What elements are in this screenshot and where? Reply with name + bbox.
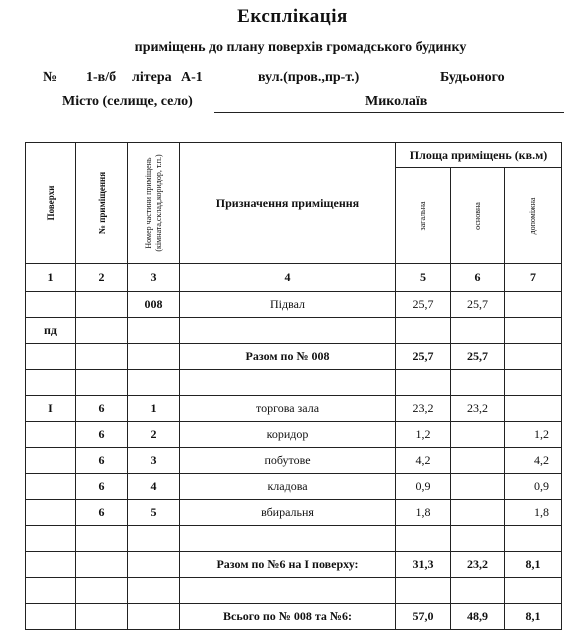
table-header-row [26,143,562,168]
subtotal-row [26,552,562,578]
room-cell: 6 [76,396,128,422]
part-cell: 2 [128,422,180,448]
part-cell: 1 [128,396,180,422]
part-cell [128,604,180,630]
floor-cell: пд [26,318,76,344]
main-area-cell [451,526,505,552]
area-group-header: Площа приміщень (кв.м) [396,143,562,168]
aux-area-cell: 4,2 [505,448,562,474]
subtotal-row [26,344,562,370]
room-cell [76,552,128,578]
column-number: 7 [505,264,562,292]
floor-cell [26,448,76,474]
main-area-cell: 25,7 [451,344,505,370]
aux-area-cell [505,344,562,370]
main-area-cell [451,422,505,448]
aux-area-cell [505,578,562,604]
part-cell [128,344,180,370]
floor-cell [26,474,76,500]
total-area-cell [396,526,451,552]
table-row [26,318,562,344]
room-cell [76,292,128,318]
total-area-cell [396,578,451,604]
purpose-cell: торгова зала [180,396,396,422]
purpose-cell [180,370,396,396]
aux-area-cell: 8,1 [505,552,562,578]
floor-cell [26,604,76,630]
floor-cell [26,344,76,370]
main-area-cell [451,500,505,526]
main-area-cell: 48,9 [451,604,505,630]
total-area-cell: 25,7 [396,292,451,318]
table-row [26,422,562,448]
floor-column-header: Поверхи [26,143,76,264]
document-title: Експлікація [237,6,348,27]
purpose-cell [180,578,396,604]
main-area-cell: 23,2 [451,552,505,578]
main-area-cell [451,474,505,500]
total-area-cell: 23,2 [396,396,451,422]
floor-cell: I [26,396,76,422]
table-body [26,292,562,630]
aux-area-cell: 8,1 [505,604,562,630]
purpose-cell: кладова [180,474,396,500]
number-sign: № [43,70,58,85]
total-area-column-header: загальна [396,168,451,264]
floor-cell [26,526,76,552]
purpose-cell [180,526,396,552]
total-area-cell: 57,0 [396,604,451,630]
room-cell [76,578,128,604]
floor-cell [26,552,76,578]
building-number: 1-в/б [86,70,117,85]
table-row [26,578,562,604]
part-cell: 5 [128,500,180,526]
part-cell [128,578,180,604]
room-cell: 6 [76,422,128,448]
room-cell: 6 [76,474,128,500]
purpose-cell: Разом по № 008 [180,344,396,370]
table-row [26,500,562,526]
total-area-cell: 1,2 [396,422,451,448]
part-cell [128,370,180,396]
room-cell [76,318,128,344]
total-area-cell [396,370,451,396]
purpose-cell: вбиральня [180,500,396,526]
part-cell: 008 [128,292,180,318]
room-cell: 6 [76,500,128,526]
total-area-cell [396,318,451,344]
table-row [26,448,562,474]
litera-value: А-1 [181,70,203,85]
main-area-cell [451,578,505,604]
room-cell [76,344,128,370]
floor-cell [26,578,76,604]
floor-cell [26,292,76,318]
main-area-cell [451,448,505,474]
aux-area-cell [505,318,562,344]
total-area-cell: 25,7 [396,344,451,370]
column-number-row [26,264,562,292]
aux-area-cell [505,526,562,552]
aux-area-cell [505,396,562,422]
floor-cell [26,422,76,448]
total-area-cell: 4,2 [396,448,451,474]
litera-label: літера [132,70,172,85]
aux-area-cell: 1,8 [505,500,562,526]
main-area-cell [451,318,505,344]
city-underline [214,112,564,113]
room-cell: 6 [76,448,128,474]
part-cell [128,526,180,552]
document-subtitle: приміщень до плану поверхів громадського будинку [134,40,467,55]
column-number: 2 [76,264,128,292]
purpose-cell [180,318,396,344]
part-cell [128,552,180,578]
part-cell [128,318,180,344]
city-value: Миколаїв [365,94,428,109]
explication-table [25,142,562,630]
table-row [26,474,562,500]
purpose-cell: побутове [180,448,396,474]
table-row [26,370,562,396]
total-area-cell: 1,8 [396,500,451,526]
purpose-cell: Всього по № 008 та №6: [180,604,396,630]
room-number-column-header: № приміщення [76,143,128,264]
aux-area-cell: 1,2 [505,422,562,448]
part-cell: 3 [128,448,180,474]
city-label: Місто (селище, село) [62,94,193,109]
purpose-cell: Підвал [180,292,396,318]
floor-cell [26,370,76,396]
purpose-cell: коридор [180,422,396,448]
main-area-cell: 25,7 [451,292,505,318]
table-row [26,396,562,422]
table-row [26,292,562,318]
street-label: вул.(пров.,пр-т.) [258,70,360,85]
column-number: 5 [396,264,451,292]
column-number: 6 [451,264,505,292]
aux-area-cell [505,370,562,396]
aux-area-cell [505,292,562,318]
grand-total-row [26,604,562,630]
floor-cell [26,500,76,526]
main-area-column-header: основна [451,168,505,264]
room-cell [76,370,128,396]
total-area-cell: 31,3 [396,552,451,578]
table-row [26,526,562,552]
aux-area-column-header: допоміжна [505,168,562,264]
room-cell [76,604,128,630]
street-value: Будьоного [440,70,505,85]
main-area-cell: 23,2 [451,396,505,422]
column-number: 4 [180,264,396,292]
column-number: 1 [26,264,76,292]
part-cell: 4 [128,474,180,500]
purpose-column-header: Призначення приміщення [180,143,396,264]
total-area-cell: 0,9 [396,474,451,500]
part-number-column-header: Номер частини приміщень (кімната,склад,коридор, т.п.) [128,143,180,264]
column-number: 3 [128,264,180,292]
aux-area-cell: 0,9 [505,474,562,500]
room-cell [76,526,128,552]
purpose-cell: Разом по №6 на І поверху: [180,552,396,578]
main-area-cell [451,370,505,396]
